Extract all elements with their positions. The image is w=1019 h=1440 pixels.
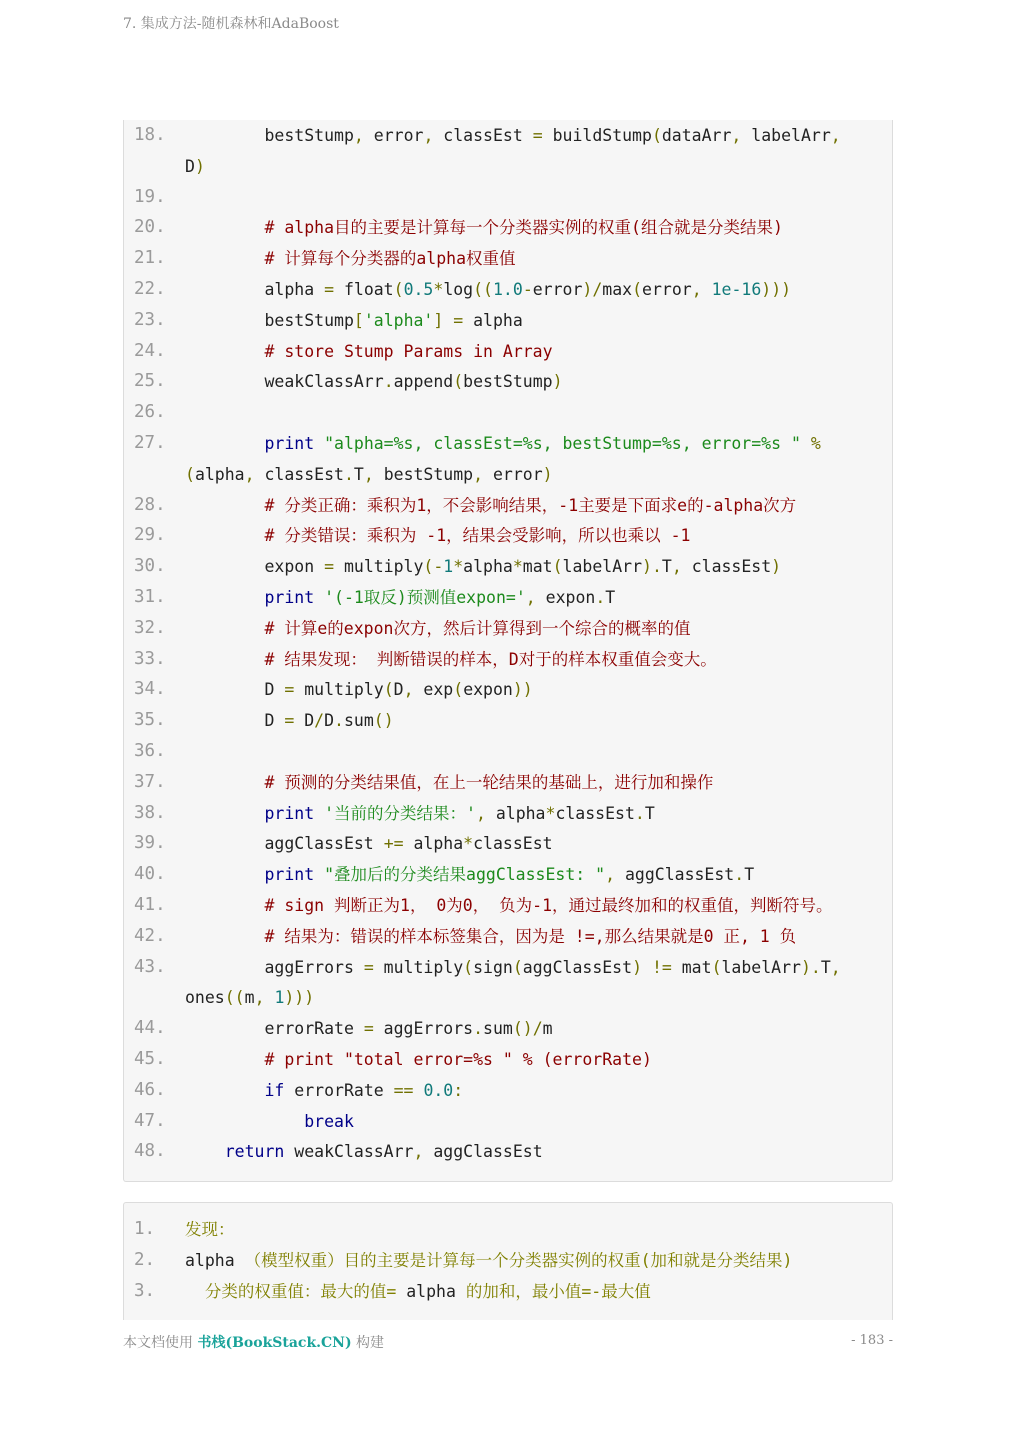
code-token: = bbox=[363, 957, 374, 977]
code-token: D bbox=[185, 680, 285, 700]
code-line bbox=[124, 705, 894, 736]
code-token: , bbox=[423, 126, 434, 145]
code-token: labelArr bbox=[721, 957, 801, 977]
code-line bbox=[124, 274, 894, 305]
line-code bbox=[185, 952, 841, 983]
code-token: % bbox=[810, 434, 821, 453]
code-line bbox=[124, 890, 894, 921]
code-token: # 计算e的expon次方，然后计算得到一个综合的概率的值 bbox=[185, 618, 691, 638]
footer-prefix: 本文档使用 bbox=[123, 1335, 198, 1351]
code-token: # 预测的分类结果值，在上一轮结果的基础上，进行加和操作 bbox=[185, 772, 714, 792]
code-token: max bbox=[602, 280, 633, 299]
code-line bbox=[124, 305, 894, 336]
code-token: labelArr bbox=[741, 126, 831, 145]
code-token: T bbox=[605, 588, 616, 607]
code-token: T bbox=[353, 464, 364, 484]
code-token: , bbox=[475, 803, 486, 823]
code-token: ))) bbox=[284, 988, 315, 1008]
code-token: . bbox=[383, 372, 394, 392]
line-number: 41. bbox=[134, 895, 166, 915]
code-token: buildStump bbox=[542, 126, 652, 145]
code-token: "alpha=%s, classEst=%s, bestStump=%s, error=%s " bbox=[324, 434, 801, 453]
code-line bbox=[124, 798, 894, 829]
code-token: 的加和，最小值=-最大值 bbox=[455, 1281, 651, 1301]
code-token: error bbox=[642, 280, 692, 299]
code-token: = bbox=[532, 126, 543, 145]
line-code bbox=[185, 520, 690, 551]
code-line bbox=[124, 459, 894, 490]
code-line bbox=[124, 1245, 894, 1276]
code-line bbox=[124, 921, 894, 952]
line-number: 42. bbox=[134, 925, 166, 946]
code-token: (( bbox=[473, 280, 493, 299]
code-token: aggClassEst bbox=[423, 1142, 543, 1162]
code-token: ))) bbox=[761, 280, 792, 299]
code-token bbox=[443, 311, 453, 330]
line-code bbox=[185, 767, 713, 798]
code-token: error bbox=[483, 464, 543, 484]
line-number: 39. bbox=[134, 833, 166, 854]
code-line bbox=[124, 1044, 894, 1075]
line-number: 44. bbox=[134, 1018, 166, 1039]
line-number: 35. bbox=[134, 710, 166, 731]
code-token: * bbox=[433, 280, 444, 299]
code-token: == bbox=[393, 1080, 414, 1100]
footer-credit bbox=[123, 1332, 384, 1352]
line-code bbox=[185, 890, 833, 921]
line-number: 30. bbox=[134, 556, 166, 577]
code-token: sign bbox=[473, 957, 513, 977]
code-token: . bbox=[473, 1019, 484, 1039]
code-token: mat bbox=[671, 957, 712, 977]
code-line bbox=[124, 736, 894, 767]
code-token: aggErrors bbox=[373, 1019, 474, 1039]
code-token: != bbox=[651, 957, 672, 977]
code-line bbox=[124, 490, 894, 521]
line-code bbox=[185, 366, 563, 397]
code-token: ( bbox=[632, 280, 643, 299]
line-code bbox=[185, 336, 553, 367]
code-token bbox=[702, 280, 712, 299]
code-token: bestStump bbox=[185, 310, 354, 330]
code-token: . bbox=[595, 588, 606, 607]
line-number: 45. bbox=[134, 1049, 166, 1069]
code-token: ) bbox=[542, 464, 553, 484]
code-token: , bbox=[254, 988, 265, 1008]
line-code bbox=[185, 1245, 792, 1276]
line-code bbox=[185, 982, 314, 1013]
line-code bbox=[185, 1106, 354, 1137]
code-token: / bbox=[314, 711, 325, 731]
code-token: , bbox=[413, 1142, 424, 1162]
code-token: )/ bbox=[582, 280, 603, 299]
line-number: 47. bbox=[134, 1110, 166, 1131]
code-token: classEst bbox=[555, 803, 635, 823]
code-token: * bbox=[463, 834, 474, 854]
code-line bbox=[124, 982, 894, 1013]
line-code bbox=[185, 212, 783, 243]
code-token: # 分类正确：乘积为1，不会影响结果，-1主要是下面求e的-alpha次方 bbox=[185, 495, 797, 515]
code-token: = bbox=[324, 557, 335, 577]
bookstack-link[interactable]: 书栈(BookStack.CN) bbox=[197, 1335, 352, 1351]
code-token: ( bbox=[393, 280, 404, 299]
code-block-adaboost bbox=[123, 120, 893, 1182]
code-token: aggClassEst bbox=[615, 865, 735, 885]
code-token: alpha bbox=[194, 464, 245, 484]
code-line bbox=[124, 520, 894, 551]
code-token: , bbox=[691, 280, 702, 299]
code-token: float bbox=[334, 280, 394, 299]
code-token: , bbox=[244, 464, 255, 484]
line-code bbox=[185, 459, 553, 490]
code-line bbox=[124, 397, 894, 428]
code-token: ). bbox=[642, 557, 662, 577]
code-token bbox=[314, 865, 324, 884]
line-code bbox=[185, 859, 754, 890]
code-token: 0.5 bbox=[403, 280, 434, 299]
code-token: alpha bbox=[185, 280, 325, 299]
code-token: 分类的权重值：最大的值= bbox=[185, 1281, 407, 1301]
code-token: . bbox=[334, 711, 344, 731]
code-token: bestStump bbox=[373, 464, 474, 484]
code-block-notes bbox=[123, 1202, 893, 1320]
line-number: 1. bbox=[134, 1219, 156, 1239]
code-token: , bbox=[525, 588, 536, 607]
code-token: errorRate bbox=[284, 1080, 394, 1100]
code-token: ()/ bbox=[512, 1019, 543, 1039]
footer-suffix: 构建 bbox=[351, 1335, 385, 1351]
code-token: 发现： bbox=[185, 1220, 235, 1239]
line-number: 24. bbox=[134, 340, 166, 361]
code-token: m bbox=[244, 988, 255, 1008]
line-code bbox=[185, 921, 796, 952]
code-line bbox=[124, 613, 894, 644]
line-number: 23. bbox=[134, 309, 166, 330]
line-code bbox=[185, 613, 690, 644]
code-token: , bbox=[731, 126, 742, 145]
code-token: classEst bbox=[473, 834, 553, 854]
code-token: alpha bbox=[403, 834, 464, 854]
code-token: ( bbox=[383, 680, 394, 700]
code-line bbox=[124, 243, 894, 274]
line-code bbox=[185, 1276, 651, 1307]
line-number: 28. bbox=[134, 494, 166, 515]
code-line bbox=[124, 551, 894, 582]
code-token: （模型权重）目的主要是计算每一个分类器实例的权重(加和就是分类结果) bbox=[244, 1250, 793, 1270]
code-token: - bbox=[522, 280, 533, 299]
code-token: , bbox=[363, 464, 374, 484]
code-token: multiply bbox=[373, 957, 464, 977]
code-token: log bbox=[443, 280, 474, 299]
code-token: # 结果发现： 判断错误的样本，D对于的样本权重值会变大。 bbox=[185, 649, 717, 669]
code-token: = bbox=[363, 1019, 374, 1039]
code-line bbox=[124, 428, 894, 459]
code-token: D bbox=[294, 711, 315, 731]
code-token: expon bbox=[535, 588, 596, 607]
code-line bbox=[124, 1013, 894, 1044]
line-number: 34. bbox=[134, 679, 166, 700]
code-token: error bbox=[363, 126, 424, 145]
code-token: "叠加后的分类结果aggClassEst: " bbox=[324, 865, 606, 885]
code-token: expon bbox=[185, 557, 325, 577]
code-token: expon bbox=[463, 680, 513, 700]
code-token: 'alpha' bbox=[363, 310, 434, 330]
code-line bbox=[124, 952, 894, 983]
code-line bbox=[124, 644, 894, 675]
code-token: D bbox=[185, 156, 195, 176]
code-token: (( bbox=[224, 988, 245, 1008]
code-token: ( bbox=[453, 680, 464, 700]
code-token: bestStump bbox=[463, 372, 553, 392]
code-token: exp bbox=[413, 680, 454, 700]
code-token: (- bbox=[423, 557, 444, 577]
code-token: D bbox=[324, 711, 335, 731]
code-token: = bbox=[324, 280, 335, 299]
code-line bbox=[124, 1106, 894, 1137]
code-token: , bbox=[403, 680, 414, 700]
line-number: 36. bbox=[134, 741, 166, 761]
code-line bbox=[124, 1075, 894, 1106]
code-token: print bbox=[185, 434, 315, 453]
code-token: T bbox=[644, 803, 655, 823]
code-token: , bbox=[671, 557, 682, 577]
code-token: print bbox=[185, 588, 315, 607]
code-token: = bbox=[453, 310, 464, 330]
code-token bbox=[265, 988, 275, 1007]
line-number: 21. bbox=[134, 248, 166, 269]
code-token: D bbox=[393, 680, 404, 700]
code-token: 1 bbox=[274, 988, 285, 1008]
line-number: 46. bbox=[134, 1079, 166, 1100]
code-token: [ bbox=[353, 310, 364, 330]
line-code bbox=[185, 551, 781, 582]
line-code bbox=[185, 1136, 543, 1167]
code-token: () bbox=[373, 711, 394, 731]
code-token: m bbox=[542, 1019, 553, 1039]
code-token: aggClassEst bbox=[522, 957, 633, 977]
code-line bbox=[124, 1136, 894, 1167]
code-token: aggClassEst bbox=[185, 834, 384, 854]
code-token: * bbox=[453, 557, 464, 577]
code-line bbox=[124, 336, 894, 367]
code-token: ( bbox=[651, 126, 662, 145]
line-number: 38. bbox=[134, 802, 166, 823]
code-line bbox=[124, 182, 894, 213]
code-token bbox=[314, 588, 324, 607]
line-number: 43. bbox=[134, 956, 166, 977]
line-number: 27. bbox=[134, 433, 166, 453]
code-line bbox=[124, 212, 894, 243]
code-token: = bbox=[284, 711, 295, 731]
code-token: 1.0 bbox=[493, 280, 523, 299]
code-token: alpha bbox=[463, 310, 523, 330]
line-code bbox=[185, 120, 841, 151]
code-token: classEst bbox=[433, 126, 533, 145]
code-token: ( bbox=[185, 464, 195, 484]
line-number: 25. bbox=[134, 371, 166, 392]
line-number: 3. bbox=[134, 1280, 156, 1301]
line-code bbox=[185, 1044, 652, 1075]
code-token: alpha bbox=[463, 557, 513, 577]
page-header-title: 7. 集成方法-随机森林和AdaBoost bbox=[123, 16, 339, 32]
code-token: classEst bbox=[254, 464, 344, 484]
line-code bbox=[185, 1075, 463, 1106]
line-number: 31. bbox=[134, 587, 166, 607]
code-token bbox=[314, 804, 324, 823]
code-token: )) bbox=[512, 680, 533, 700]
code-line bbox=[124, 828, 894, 859]
code-token: . bbox=[343, 464, 354, 484]
line-number: 19. bbox=[134, 186, 166, 207]
code-token: += bbox=[383, 834, 404, 854]
line-code bbox=[185, 582, 615, 613]
code-token: , bbox=[830, 126, 841, 145]
code-token bbox=[314, 434, 324, 453]
code-token: labelArr bbox=[562, 557, 643, 577]
code-token: , bbox=[830, 957, 841, 977]
code-token: if bbox=[185, 1080, 285, 1100]
code-token: ( bbox=[453, 372, 464, 392]
code-token bbox=[801, 434, 811, 453]
code-token: mat bbox=[522, 557, 553, 577]
line-number: 40. bbox=[134, 864, 166, 885]
code-token: = bbox=[284, 680, 295, 700]
code-token: '当前的分类结果：' bbox=[324, 803, 476, 823]
code-token: error bbox=[532, 280, 583, 299]
code-token: ( bbox=[552, 557, 563, 577]
code-line bbox=[124, 582, 894, 613]
code-token: multiply bbox=[334, 557, 424, 577]
line-number: 37. bbox=[134, 771, 166, 792]
line-number: 29. bbox=[134, 525, 166, 546]
code-line bbox=[124, 151, 894, 182]
code-line bbox=[124, 674, 894, 705]
code-token: , bbox=[473, 464, 484, 484]
line-code bbox=[185, 1214, 235, 1245]
line-number: 32. bbox=[134, 617, 166, 638]
line-code bbox=[185, 151, 205, 182]
page-number: - 183 - bbox=[851, 1333, 893, 1348]
code-token: 0.0 bbox=[423, 1080, 454, 1100]
code-token: print bbox=[185, 803, 315, 823]
code-token bbox=[414, 1081, 424, 1100]
code-token: print bbox=[185, 865, 315, 885]
code-token: aggErrors bbox=[185, 957, 364, 977]
code-token: # 分类错误：乘积为 -1，结果会受影响，所以也乘以 -1 bbox=[185, 526, 691, 546]
code-token: ( bbox=[512, 957, 523, 977]
code-token: ). bbox=[800, 957, 821, 977]
line-number: 33. bbox=[134, 648, 166, 669]
code-token: append bbox=[393, 372, 454, 392]
code-token: , bbox=[605, 865, 616, 885]
line-code bbox=[185, 705, 394, 736]
code-token: ) bbox=[771, 557, 782, 577]
code-token: alpha bbox=[406, 1281, 456, 1301]
code-line bbox=[124, 859, 894, 890]
code-token: T bbox=[820, 957, 831, 977]
code-token: break bbox=[185, 1111, 354, 1131]
line-code bbox=[185, 828, 553, 859]
code-token: return bbox=[185, 1142, 285, 1162]
line-number: 26. bbox=[134, 402, 166, 423]
code-token: dataArr bbox=[661, 126, 732, 145]
code-token: , bbox=[353, 126, 364, 145]
code-token: errorRate bbox=[185, 1019, 364, 1039]
code-token: * bbox=[545, 803, 556, 823]
code-token: sum bbox=[343, 711, 374, 731]
code-line bbox=[124, 1276, 894, 1307]
code-line bbox=[124, 767, 894, 798]
code-token: * bbox=[512, 557, 523, 577]
code-token: # 结果为：错误的样本标签集合，因为是 !=,那么结果就是0 正, 1 负 bbox=[185, 926, 797, 946]
code-token: weakClassArr bbox=[185, 372, 384, 392]
line-code bbox=[185, 644, 717, 675]
code-token: # 计算每个分类器的alpha权重值 bbox=[185, 249, 516, 269]
code-token: # store Stump Params in Array bbox=[185, 341, 553, 361]
line-code bbox=[185, 428, 821, 459]
code-token: sum bbox=[483, 1019, 513, 1039]
code-token: D bbox=[185, 711, 285, 731]
code-token bbox=[642, 958, 652, 977]
code-token: : bbox=[453, 1080, 464, 1100]
code-token: ] bbox=[433, 310, 444, 330]
code-token: 1e-16 bbox=[711, 280, 762, 299]
code-token: ) bbox=[194, 156, 205, 176]
code-token: alpha bbox=[485, 803, 546, 823]
code-token: . bbox=[634, 803, 645, 823]
line-code bbox=[185, 305, 523, 336]
line-number: 48. bbox=[134, 1141, 166, 1162]
line-code bbox=[185, 274, 791, 305]
line-code bbox=[185, 1013, 553, 1044]
code-token: 1 bbox=[443, 557, 454, 577]
code-token: # sign 判断正为1， 0为0， 负为-1，通过最终加和的权重值，判断符号。 bbox=[185, 896, 833, 915]
code-token: ) bbox=[632, 957, 642, 977]
line-number: 20. bbox=[134, 217, 166, 238]
code-token: multiply bbox=[294, 680, 384, 700]
code-token: # alpha目的主要是计算每一个分类器实例的权重(组合就是分类结果) bbox=[185, 218, 783, 238]
code-token: weakClassArr bbox=[284, 1142, 414, 1162]
code-token: T bbox=[744, 865, 755, 885]
code-token: bestStump bbox=[185, 126, 354, 145]
code-token: ( bbox=[463, 957, 474, 977]
code-token: T bbox=[661, 557, 672, 577]
code-token: ones bbox=[185, 988, 225, 1008]
line-code bbox=[185, 674, 533, 705]
line-code bbox=[185, 798, 655, 829]
line-code bbox=[185, 243, 516, 274]
code-line bbox=[124, 120, 894, 151]
line-number: 22. bbox=[134, 279, 166, 299]
line-number: 2. bbox=[134, 1249, 156, 1270]
line-number: 18. bbox=[134, 125, 166, 145]
line-code bbox=[185, 490, 796, 521]
code-token: . bbox=[734, 865, 745, 885]
code-line bbox=[124, 366, 894, 397]
code-token: ( bbox=[711, 957, 722, 977]
code-token: ) bbox=[552, 372, 563, 392]
code-line bbox=[124, 1214, 894, 1245]
code-token: '(-1取反)预测值expon=' bbox=[324, 588, 526, 607]
code-token: classEst bbox=[681, 557, 772, 577]
code-token: alpha bbox=[185, 1250, 245, 1270]
code-token: # print "total error=%s " % (errorRate) bbox=[185, 1050, 652, 1069]
